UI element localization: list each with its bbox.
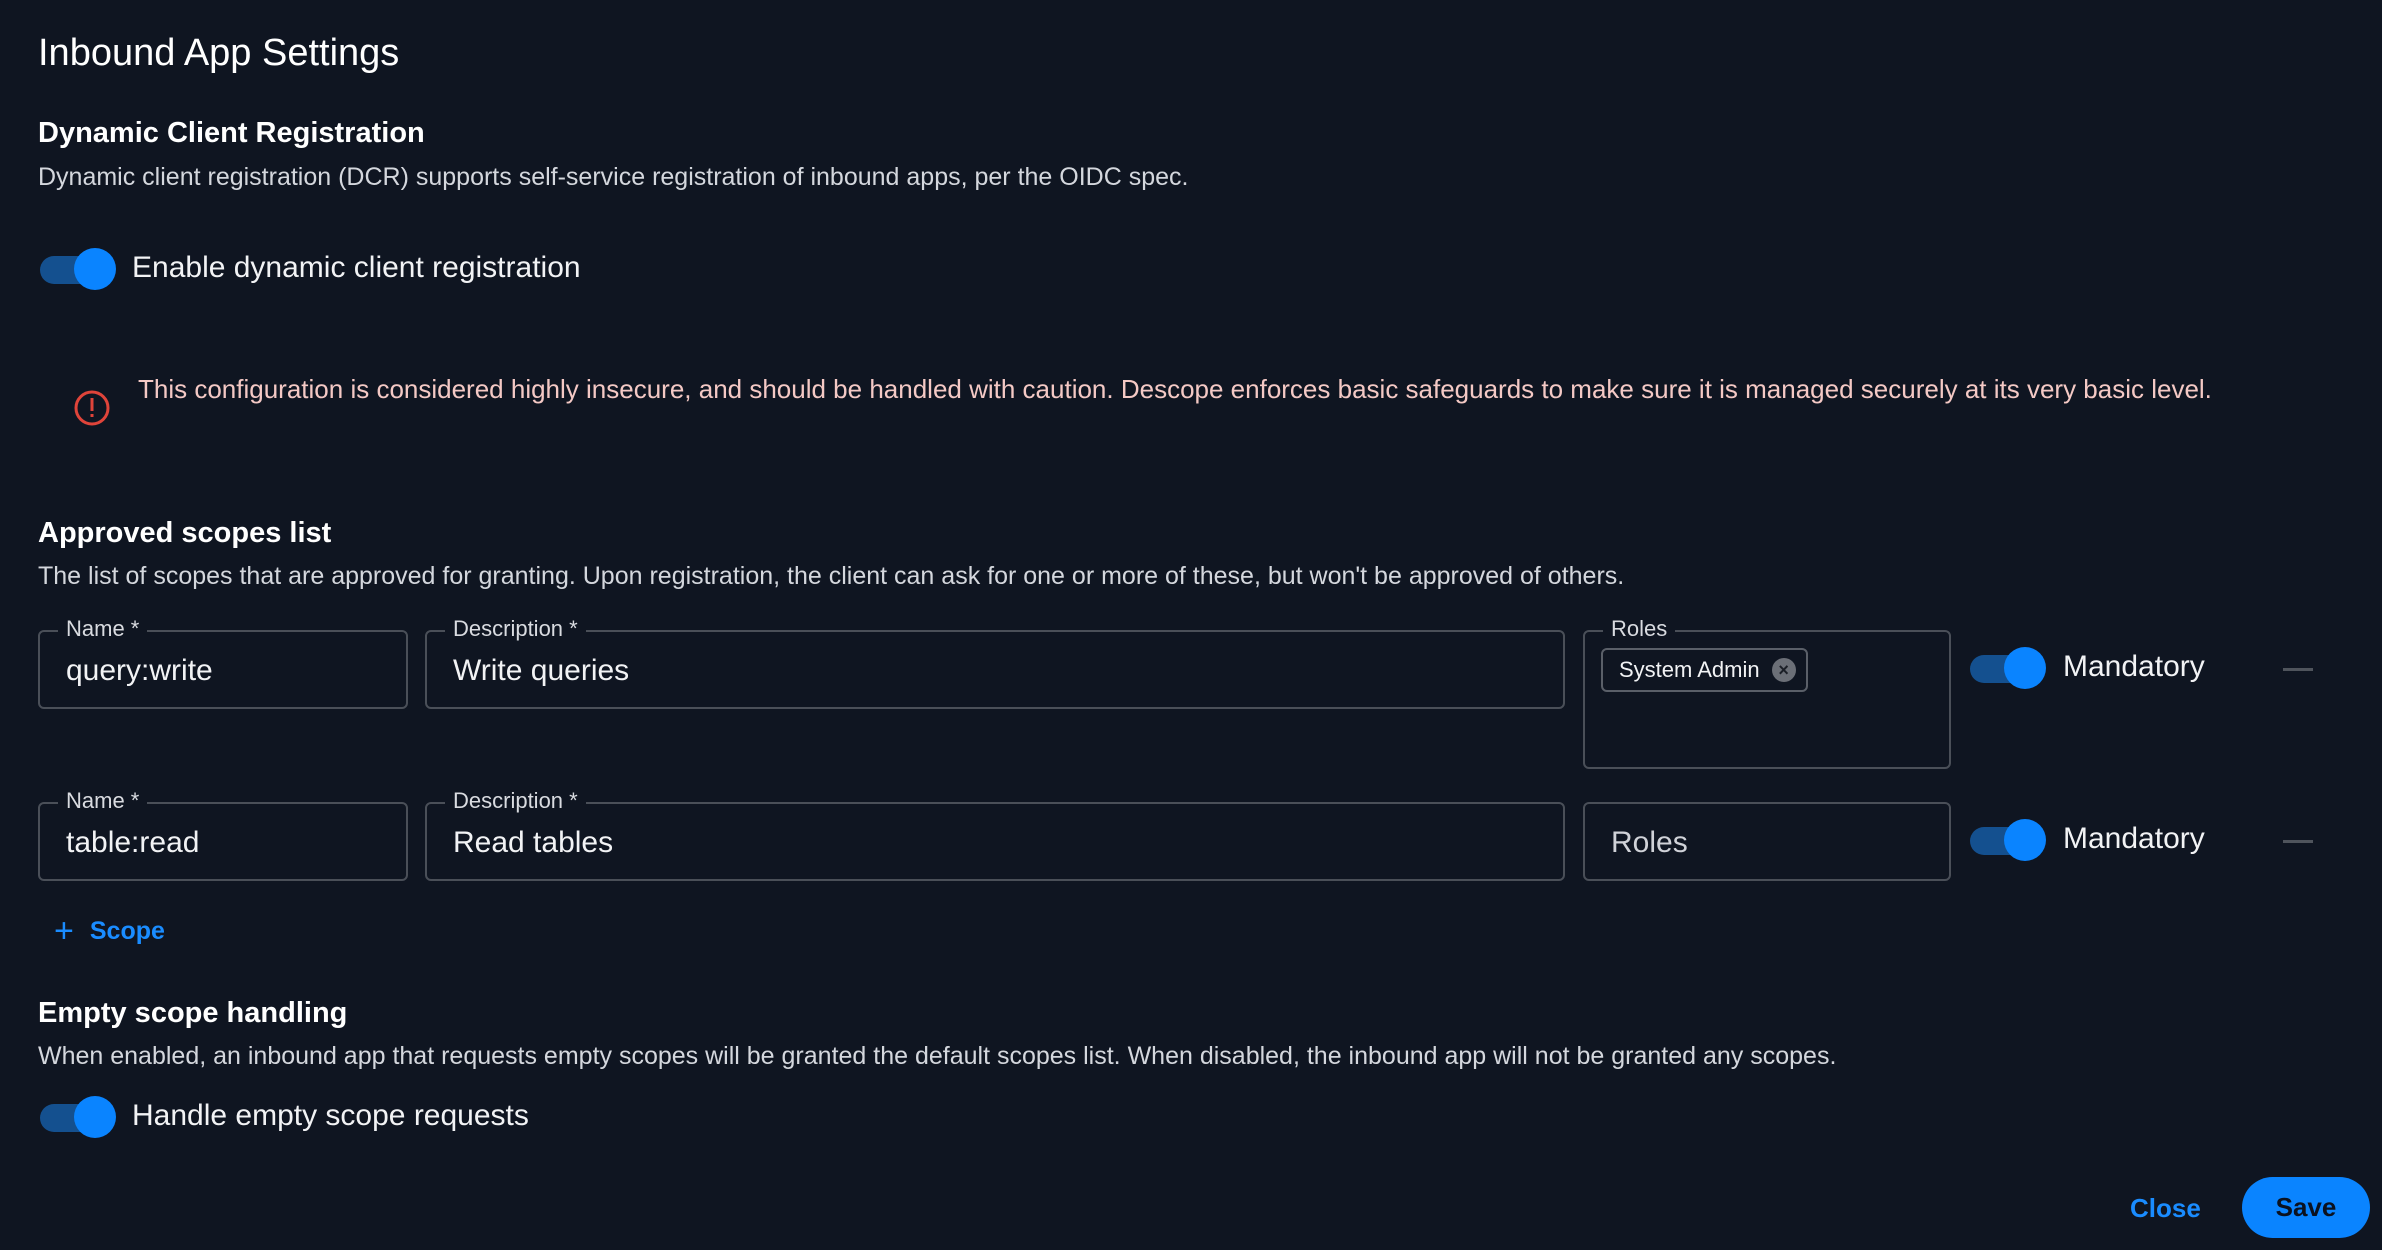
dcr-heading: Dynamic Client Registration — [38, 117, 425, 149]
dcr-description: Dynamic client registration (DCR) supports self-service registration of inbound apps, per the OIDC spec. — [38, 163, 1189, 191]
remove-scope-button[interactable] — [2283, 668, 2313, 671]
roles-label: Roles — [1603, 616, 1675, 642]
scopes-description: The list of scopes that are approved for granting. Upon registration, the client can ask for one or more of these, but won't be approved of others. — [38, 562, 1625, 590]
scope-name-field[interactable] — [38, 788, 408, 881]
empty-description: When enabled, an inbound app that requests empty scopes will be granted the default scopes list. When disabled, the inbound app will not be granted any scopes. — [38, 1042, 1837, 1070]
save-button[interactable]: Save — [2242, 1177, 2370, 1238]
empty-heading: Empty scope handling — [38, 997, 348, 1029]
name-label: Name * — [58, 616, 147, 642]
scope-description-field[interactable] — [425, 788, 1565, 881]
close-button[interactable]: Close — [2130, 1193, 2201, 1223]
scope-description-input[interactable] — [453, 654, 1419, 688]
empty-scope-toggle-label: Handle empty scope requests — [132, 1099, 529, 1132]
scope-roles-field[interactable] — [1583, 616, 1951, 769]
dcr-toggle-label: Enable dynamic client registration — [132, 251, 581, 284]
scope-name-input[interactable] — [66, 654, 377, 688]
remove-scope-button[interactable] — [2283, 840, 2313, 843]
warning-text: This configuration is considered highly insecure, and should be handled with caution. Descope enforces basic safeguards to make sure it is managed securely at its very basic level. — [138, 374, 2212, 404]
description-label: Description * — [445, 788, 586, 814]
description-label: Description * — [445, 616, 586, 642]
remove-role-icon[interactable]: × — [1772, 658, 1796, 682]
scopes-heading: Approved scopes list — [38, 517, 332, 549]
empty-scope-toggle[interactable] — [40, 1096, 116, 1138]
scope-description-field[interactable] — [425, 616, 1565, 709]
warning-icon — [72, 388, 112, 433]
mandatory-toggle[interactable] — [1970, 819, 2046, 861]
name-label: Name * — [58, 788, 147, 814]
mandatory-toggle[interactable] — [1970, 647, 2046, 689]
mandatory-label: Mandatory — [2063, 650, 2205, 683]
plus-icon: + — [54, 912, 74, 950]
scope-description-input[interactable] — [453, 826, 1419, 860]
role-chip-label: System Admin — [1619, 657, 1760, 682]
mandatory-label: Mandatory — [2063, 822, 2205, 855]
page-title: Inbound App Settings — [38, 32, 400, 74]
dcr-toggle[interactable] — [40, 248, 116, 290]
scope-roles-field[interactable] — [1583, 802, 1951, 881]
scope-name-field[interactable] — [38, 616, 408, 709]
add-scope-label: Scope — [89, 917, 165, 945]
scope-name-input[interactable] — [66, 826, 377, 860]
role-chip — [1601, 648, 1808, 692]
scope-roles-input[interactable] — [1611, 826, 1920, 860]
add-scope-button[interactable] — [54, 912, 165, 951]
